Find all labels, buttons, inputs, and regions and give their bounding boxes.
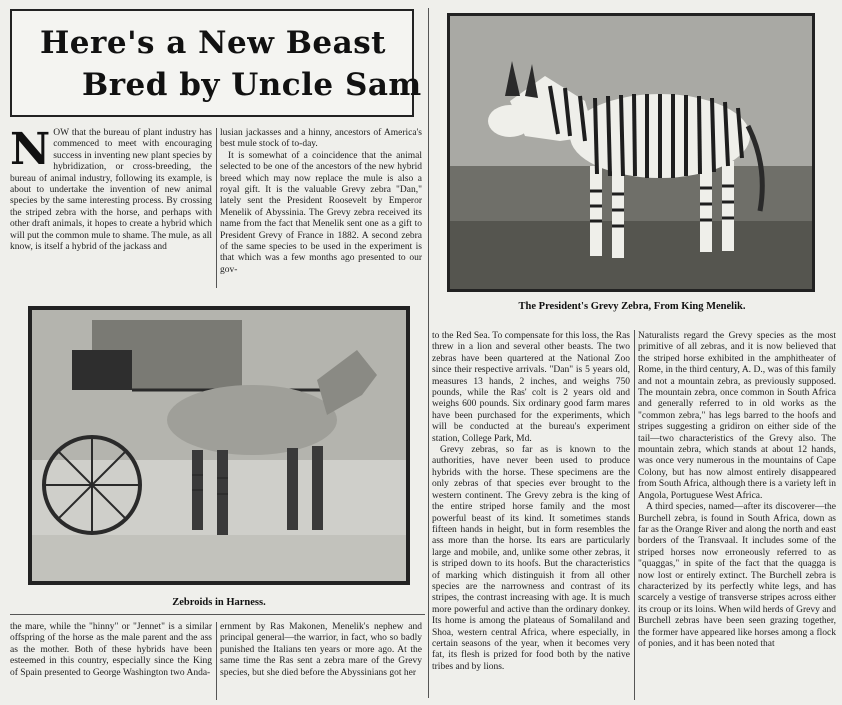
- column-4-text-a: Naturalists regard the Grevy species as the most primitive of all zebras, and it is now believed that the striped horse exhibited in the amphitheater of Rome, in the third century, A. D., was of this family and not a mountain zebra, as previously supposed. The mountain zebra, once common in South Africa and generally referred to in old works as the "common zebra," has legs barred to the hoofs and stripes suggesting a gridiron on either side of the tail—two characteristics of the Grevy also. The mountain zebra, which stands at about 12 hands, was once very numerous in the mountains of Cape Colony, but has now almost entirely disappeared from South Africa, although there is a variety left in Angola, Portuguese West Africa.: [638, 331, 836, 501]
- zebra-illustration: [450, 16, 812, 289]
- zebroids-photo: [28, 306, 410, 585]
- column-divider: [216, 622, 217, 700]
- zebra-photo-caption: The President's Grevy Zebra, From King Menelik.: [518, 301, 746, 312]
- column-divider: [634, 330, 635, 700]
- grevy-zebra-photo: [447, 13, 815, 292]
- article-bottom-column-1: [10, 622, 212, 702]
- headline-box: [10, 9, 422, 117]
- section-rule: [10, 614, 425, 615]
- zebroids-photo-caption: Zebroids in Harness.: [172, 597, 266, 608]
- dropcap: N: [10, 128, 51, 175]
- column-2-text-b: It is somewhat of a coincidence that the animal selected to be one of the ancestors of the new hybrid breed which may now replace the mule is also a royal gift. It is the valuable Grevy zebra "Dan," lately sent the President Roosevelt by Emperor Menelik of Abyssinia. The Grevy zebra received its name from the fact that Menelik sent one as a gift to President Grevy of France in 1882. A second zebra of the same species to be used in the experiment is that which was a few months ago presented to our gov-: [220, 150, 422, 275]
- headline-line-2: Bred by Uncle Sam: [82, 67, 422, 103]
- column-1-text: OW that the bureau of plant industry has commenced to meet with encouraging success in inventing new plant species by hybridization, or cross-breeding, the bureau of animal industry, following its example, is about to undertake the invention of new animal species by the same interesting process. By crossing the striped zebra with the horse, and perhaps with other draft animals, it hopes to create a hybrid which will put the common mule to shame. The mule, as all know, is itself a hybrid of the jackass and: [10, 128, 212, 253]
- headline-line-1: Here's a New Beast: [40, 25, 387, 61]
- column-3-text-b: Grevy zebras, so far as is known to the authorities, have never been used to produce hybrids with the horse. These specimens are the only zebras of that species ever brought to the western continent. The Grevy zebra is the king of the entire striped horse family and the most powerful beast of its kind. It sometimes stands fifteen hands in height, but in form resembles the ass more than the horse. Its ears are particularly large and mobile, and, unlike some other zebras, it is striped down to its hoofs. But the characteristics of marking which distinguish it from all other species are the narrowness and contrast of its stripes, the contrast increasing with age. It is much more powerful and active than the ordinary donkey. Its home is among the plateaus of Somaliland and Shoa, western central Africa, where especially, in certain seasons of the year, when it becomes very fat, its flesh is prized for food both by the native tribes and by lions.: [432, 445, 630, 672]
- column-4-text-b: A third species, named—after its discoverer—the Burchell zebra, is found in South Africa, down as far as the Orange River and along the north and east borders of the Transvaal. It includes some of the striped horses now erroneously referred to as "quaggas," in spite of the fact that the quagga is now lost or entirely extinct. The Burchell zebra is characterized by its perfectly white legs, and has scarcely a vestige of transverse stripes across either its croup or its loins. When wild herds of Grevy and Burchell zebras have been seen grazing together, the former have appeared like horses among a flock of ponies, and it has been noted that: [638, 502, 836, 649]
- article-column-4: [638, 331, 836, 703]
- zebroids-illustration: [32, 310, 406, 581]
- article-column-3: [432, 331, 630, 703]
- column-divider: [428, 8, 429, 698]
- column-3-text-a: to the Red Sea. To compensate for this loss, the Ras threw in a lion and several other beasts. The two zebras have been quartered at the National Zoo since their respective arrivals. "Dan" is 5 years old, measures 13 hands, 2 inches, and weighs 750 pounds, while the Ras' colt is 2 years old and weighs 600 pounds. Six ordinary good farm mares have been purchased for the experiments, which will be conducted at the bureau's experiment station, College Park, Md.: [432, 331, 630, 444]
- bottom-column-1-text: the mare, while the "hinny" or "Jennet" is a similar offspring of the horse as the male parent and the ass as the mother. Both of these hybrids have been esteemed in this country, especially since the King of Spain presented to George Washington two Anda-: [10, 622, 212, 678]
- column-divider: [216, 128, 217, 288]
- article-column-2: [220, 128, 422, 289]
- bottom-column-2-text: ernment by Ras Makonen, Menelik's nephew and principal general—the warrior, in fact, who so badly punished the Italians ten years or more ago. At the same time the Ras sent a zebra mare of the Grevy species, but she died before the Abyssinians got her: [220, 622, 422, 678]
- column-2-text-a: lusian jackasses and a hinny, ancestors of America's best mule stock of to-day.: [220, 128, 422, 150]
- article-column-1: [10, 128, 212, 289]
- article-bottom-column-2: [220, 622, 422, 702]
